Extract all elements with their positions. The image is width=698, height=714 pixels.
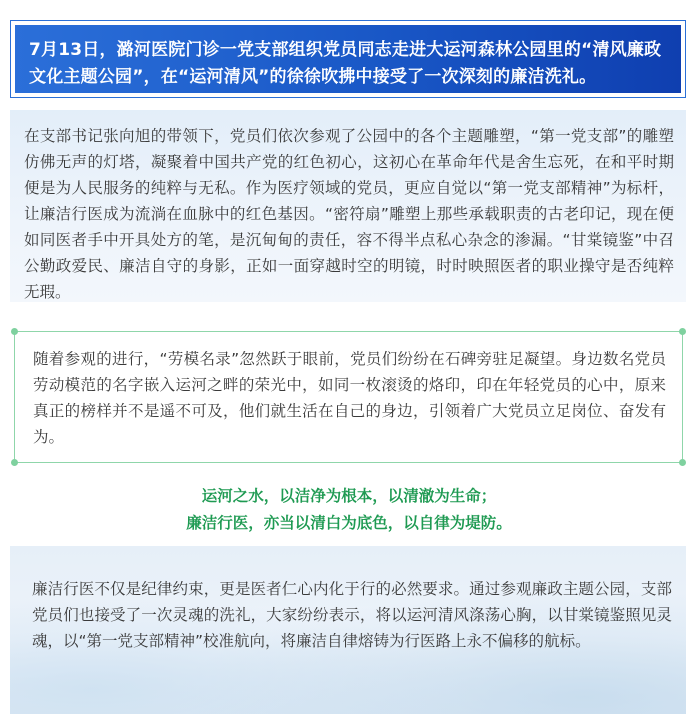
- paragraph-block-1: [10, 110, 686, 302]
- slogan-line-1: 运河之水，以洁净为根本，以清澈为生命；: [201, 487, 497, 505]
- corner-dot-icon: [679, 328, 686, 335]
- paragraph-3-text: 廉洁行医不仅是纪律约束，更是医者仁心内化于行的必然要求。通过参观廉政主题公园，支部党员们也接受了一次灵魂的洗礼，大家纷纷表示，将以运河清风涤荡心胸，以甘棠镜鉴照见灵魂，以“第一党支部精神”校准航向，将廉洁自律熔铸为行医路上永不偏移的航标。: [32, 580, 672, 650]
- slogan-line-2: 廉洁行医，亦当以清白为底色，以自律为堤防。: [186, 514, 512, 532]
- card-text: 随着参观的进行，“劳模名录”忽然跃于眼前，党员们纷纷在石碑旁驻足凝望。身边数名党员劳动模范的名字嵌入运河之畔的荣光中，如同一枚滚烫的烙印，印在年轻党员的心中，原来真正的榜样并不是遥不可及，他们就生活在自己的身边，引领着广大党员立足岗位、奋发有为。: [33, 350, 666, 446]
- header-frame: [10, 20, 686, 98]
- corner-dot-icon: [11, 328, 18, 335]
- paragraph-1-text: 在支部书记张向旭的带领下，党员们依次参观了公园中的各个主题雕塑，“第一党支部”的雕塑仿佛无声的灯塔，凝聚着中国共产党的红色初心，这初心在革命年代是舍生忘死，在和平时期便是为人民服务的纯粹与无私。作为医疗领域的党员，更应自觉以“第一党支部精神”为标杆，让廉洁行医成为流淌在血脉中的红色基因。“密符扇”雕塑上那些承载职责的古老印记，现在便如同医者手中开具处方的笔，是沉甸甸的责任，容不得半点私心杂念的渗漏。“甘棠镜鉴”中召公勤政爱民、廉洁自守的身影，正如一面穿越时空的明镜，时时映照医者的职业操守是否纯粹无瑕。: [24, 127, 674, 301]
- paragraph-block-3: [10, 546, 686, 714]
- model-workers-card: [14, 331, 683, 463]
- corner-dot-icon: [679, 459, 686, 466]
- slogan: [0, 483, 698, 537]
- header-title: 7月13日，潞河医院门诊一党支部组织党员同志走进大运河森林公园里的“清风廉政文化主题公园”，在“运河清风”的徐徐吹拂中接受了一次深刻的廉洁洗礼。: [29, 40, 662, 87]
- corner-dot-icon: [11, 459, 18, 466]
- header-banner: [15, 25, 681, 93]
